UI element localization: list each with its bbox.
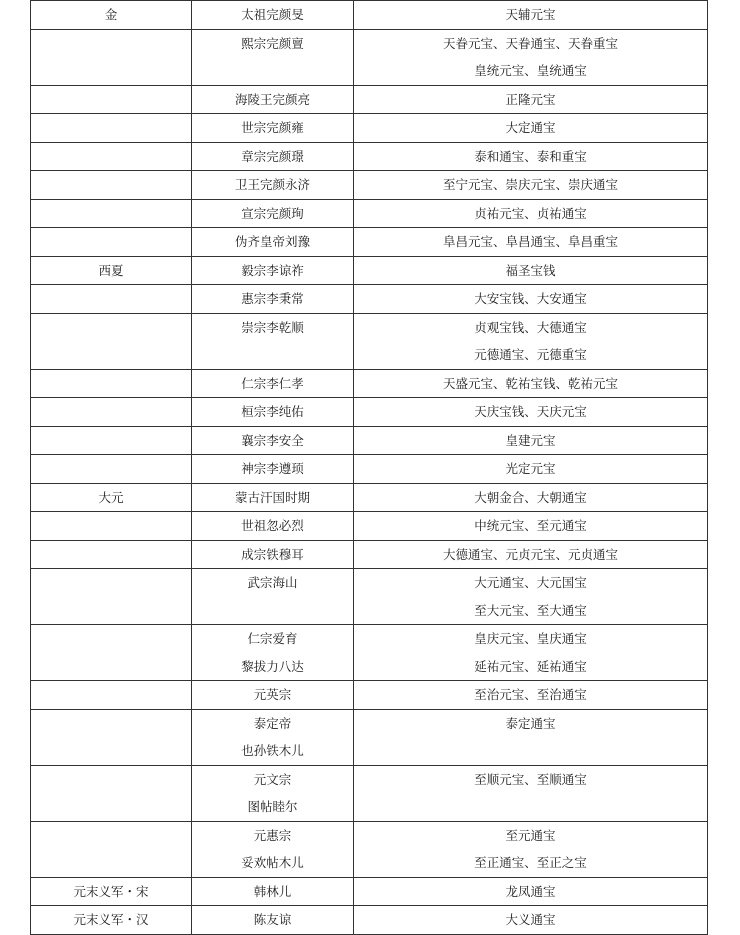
coins-cell [354,906,708,935]
coins-cell [354,142,708,171]
coin-names: 皇庆元宝、皇庆通宝 [474,631,587,646]
table-row [31,512,708,541]
emperor-name: 图帖睦尔 [247,799,298,814]
spacer [31,793,191,821]
dynasty-label: 西夏 [98,262,124,278]
coin-names: 天辅元宝 [505,7,556,22]
dynasty-label: 大元 [98,489,124,505]
table-row [31,29,708,85]
table-row [31,228,708,257]
dynasty-label: 元末义军・汉 [73,912,149,927]
dynasty-label [31,86,191,114]
table-row [31,426,708,455]
coins-cell [354,114,708,143]
table-row [31,313,708,369]
emperor-name: 章宗完颜璟 [241,148,304,164]
coin-names: 龙凤通宝 [505,883,556,899]
dynasty-cell [31,709,192,765]
emperor-name: 世宗完颜雍 [241,120,304,135]
emperor-cell [192,681,354,710]
emperor-name: 元英宗 [253,687,292,702]
dynasty-label [31,285,191,313]
coins-cell [354,85,708,114]
dynasty-cell [31,540,192,569]
coins-cell [354,1,708,30]
dynasty-label [31,710,191,738]
coin-names: 至宁元宝、崇庆元宝、崇庆通宝 [442,177,618,192]
dynasty-cell [31,85,192,114]
emperor-name: 卫王完颜永济 [234,177,310,192]
coin-names: 至正通宝、至正之宝 [474,855,587,870]
table-row [31,681,708,710]
emperor-cell [192,285,354,314]
table-row [31,877,708,906]
table-row [31,398,708,427]
coins-cell [354,681,708,710]
coins-cell [354,369,708,398]
coins-cell [354,285,708,314]
table-row [31,1,708,30]
table-row [31,142,708,171]
emperor-name [192,57,353,85]
coin-names: 至顺元宝、至顺通宝 [474,771,587,787]
dynasty-cell [31,483,192,512]
coins-cell [354,540,708,569]
table-row [31,569,708,625]
table-row [31,709,708,765]
dynasty-cell [31,569,192,625]
table-row [31,114,708,143]
dynasty-label [31,455,191,483]
emperor-name: 泰定帝 [253,715,292,731]
dynasty-cell [31,398,192,427]
emperor-cell [192,256,354,285]
emperor-cell [192,313,354,369]
emperor-cell [192,877,354,906]
coin-names: 中统元宝、至元通宝 [474,518,587,533]
emperor-cell [192,625,354,681]
coins-cell [354,877,708,906]
coin-names: 正隆元宝 [505,91,556,107]
emperor-cell [192,765,354,821]
dynasty-label [31,541,191,569]
coins-cell [354,228,708,257]
emperor-name: 成宗铁穆耳 [241,546,304,562]
coin-names: 至治元宝、至治通宝 [474,687,587,702]
emperor-name: 武宗海山 [247,575,298,590]
table-row [31,171,708,200]
table-row [31,483,708,512]
coin-names: 光定元宝 [505,461,556,476]
emperor-name: 崇宗李乾顺 [241,319,304,335]
dynasty-cell [31,29,192,85]
table-row [31,256,708,285]
table-row [31,199,708,228]
table-row [31,821,708,877]
dynasty-label [31,114,191,142]
emperor-name: 宣宗完颜珣 [241,205,304,221]
coin-names: 至大元宝、至大通宝 [474,602,587,618]
dynasty-cell [31,1,192,30]
coin-names: 福圣宝钱 [505,262,556,278]
coin-table [30,0,708,935]
emperor-cell [192,142,354,171]
emperor-cell [192,906,354,935]
emperor-cell [192,228,354,257]
dynasty-label [31,370,191,398]
coin-names: 天庆宝钱、天庆元宝 [474,404,587,419]
spacer [31,597,191,625]
emperor-cell [192,1,354,30]
emperor-cell [192,114,354,143]
emperor-cell [192,483,354,512]
dynasty-label: 元末义军・宋 [73,883,149,899]
coin-names: 元德通宝、元德重宝 [474,347,587,362]
dynasty-label [31,822,191,850]
dynasty-cell [31,285,192,314]
dynasty-cell [31,369,192,398]
dynasty-label [31,314,191,342]
coin-names: 贞观宝钱、大德通宝 [474,319,587,335]
emperor-name [192,341,353,369]
coins-cell [354,199,708,228]
emperor-cell [192,540,354,569]
coin-names [354,737,707,765]
coins-cell [354,171,708,200]
dynasty-cell [31,426,192,455]
emperor-name: 神宗李遵顼 [241,461,304,476]
dynasty-label [31,427,191,455]
emperor-cell [192,369,354,398]
emperor-name: 仁宗李仁孝 [241,375,304,391]
emperor-cell [192,426,354,455]
emperor-cell [192,512,354,541]
coins-cell [354,313,708,369]
emperor-name: 熙宗完颜亶 [241,35,304,51]
emperor-cell [192,199,354,228]
emperor-name: 世祖忽必烈 [241,518,304,533]
emperor-name: 元文宗 [253,771,292,787]
coins-cell [354,426,708,455]
coin-names: 至元通宝 [505,827,556,843]
emperor-name: 蒙古汗国时期 [234,489,310,505]
emperor-name: 太祖完颜旻 [241,7,304,22]
emperor-name: 仁宗爱育 [247,631,298,646]
emperor-name: 伪齐皇帝刘豫 [234,234,310,249]
coin-names: 泰定通宝 [505,715,556,731]
coin-names: 阜昌元宝、阜昌通宝、阜昌重宝 [442,234,618,249]
coin-names: 天眷元宝、天眷通宝、天眷重宝 [442,35,618,51]
coins-cell [354,765,708,821]
emperor-name: 惠宗李秉常 [241,291,304,306]
dynasty-cell [31,821,192,877]
coin-names: 皇统元宝、皇统通宝 [474,63,587,78]
emperor-name: 也孙铁木儿 [241,743,304,758]
coins-cell [354,455,708,484]
coin-names: 大安宝钱、大安通宝 [474,291,587,306]
dynasty-label [31,171,191,199]
emperor-name: 韩林儿 [253,883,292,899]
dynasty-label [31,625,191,653]
dynasty-cell [31,228,192,257]
emperor-cell [192,709,354,765]
coin-names: 皇建元宝 [505,432,556,448]
coins-cell [354,569,708,625]
table-row [31,455,708,484]
emperor-cell [192,455,354,484]
table-row [31,906,708,935]
emperor-name: 桓宗李纯佑 [241,404,304,419]
dynasty-cell [31,256,192,285]
dynasty-label [31,681,191,709]
dynasty-cell [31,625,192,681]
emperor-name: 妥欢帖木儿 [241,855,304,870]
emperor-name: 黎拔力八达 [241,658,304,674]
emperor-name: 海陵王完颜亮 [234,91,310,107]
dynasty-cell [31,313,192,369]
dynasty-label [31,398,191,426]
table-row [31,85,708,114]
coin-names: 延祐元宝、延祐通宝 [474,658,587,674]
dynasty-label: 金 [104,7,118,22]
table-row [31,369,708,398]
coins-cell [354,256,708,285]
emperor-cell [192,398,354,427]
dynasty-cell [31,906,192,935]
emperor-name: 毅宗李谅祚 [241,262,304,278]
dynasty-cell [31,114,192,143]
coins-cell [354,821,708,877]
dynasty-cell [31,142,192,171]
dynasty-label [31,30,191,58]
emperor-cell [192,29,354,85]
coins-cell [354,512,708,541]
coin-names: 大元通宝、大元国宝 [474,575,587,590]
spacer [31,341,191,369]
coin-names: 大定通宝 [505,120,556,135]
emperor-name: 元惠宗 [253,827,292,843]
coin-names: 天盛元宝、乾祐宝钱、乾祐元宝 [442,375,618,391]
coin-names: 大朝金合、大朝通宝 [474,489,587,505]
coin-names [354,793,707,821]
coin-names: 大德通宝、元贞元宝、元贞通宝 [442,546,618,562]
dynasty-cell [31,199,192,228]
dynasty-cell [31,765,192,821]
coin-names: 泰和通宝、泰和重宝 [474,148,587,164]
emperor-cell [192,85,354,114]
spacer [31,737,191,765]
dynasty-label [31,569,191,597]
spacer [31,849,191,877]
spacer [31,653,191,681]
emperor-cell [192,821,354,877]
dynasty-label [31,766,191,794]
dynasty-label [31,512,191,540]
dynasty-cell [31,455,192,484]
coin-names: 贞祐元宝、贞祐通宝 [474,205,587,221]
coins-cell [354,625,708,681]
dynasty-label [31,200,191,228]
dynasty-label [31,143,191,171]
dynasty-cell [31,877,192,906]
emperor-cell [192,569,354,625]
dynasty-label [31,228,191,256]
emperor-name [192,597,353,625]
dynasty-cell [31,512,192,541]
dynasty-cell [31,681,192,710]
coin-names: 大义通宝 [505,912,556,927]
coins-cell [354,398,708,427]
emperor-name: 陈友谅 [253,912,292,927]
emperor-name: 襄宗李安全 [241,432,304,448]
coins-cell [354,29,708,85]
table-row [31,285,708,314]
coins-cell [354,483,708,512]
table-body [31,1,708,935]
coins-cell [354,709,708,765]
table-row [31,625,708,681]
spacer [31,57,191,85]
emperor-cell [192,171,354,200]
table-row [31,765,708,821]
dynasty-cell [31,171,192,200]
table-row [31,540,708,569]
